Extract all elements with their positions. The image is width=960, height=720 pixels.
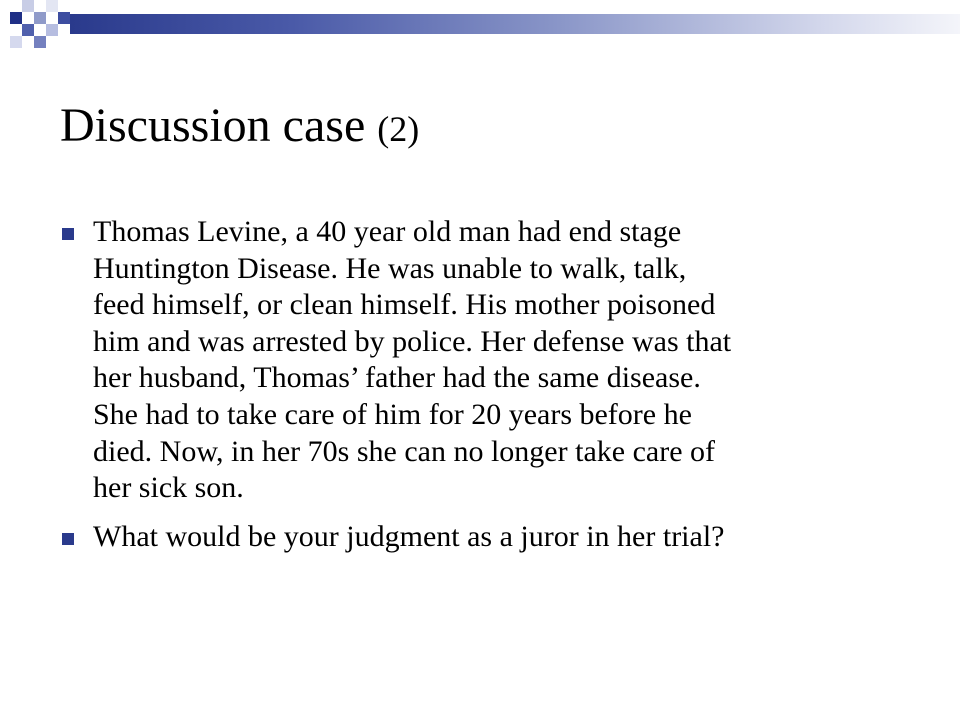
bullet-line: him and was arrested by police. Her defense was that	[93, 324, 732, 358]
square-bullet-icon	[62, 533, 74, 545]
slide-title-suffix: (2)	[377, 109, 420, 149]
slide-title	[60, 96, 419, 159]
square-bullet-icon	[62, 228, 74, 240]
bullet-line: her husband, Thomas’ father had the same disease.	[93, 361, 701, 395]
bullet-item-case	[60, 214, 900, 507]
decor-square	[10, 36, 22, 48]
header-gradient-bar	[70, 14, 960, 34]
slide-title-text: Discussion case	[60, 99, 366, 152]
bullet-line: her sick son.	[93, 471, 244, 505]
bullet-line: Huntington Disease. He was unable to walk, talk,	[93, 251, 687, 285]
decor-square	[22, 0, 34, 12]
bullet-line: She had to take care of him for 20 years before he	[93, 397, 692, 431]
decor-square	[10, 12, 22, 24]
decor-square	[34, 12, 46, 24]
bullet-list	[60, 214, 900, 567]
bullet-item-question	[60, 519, 900, 556]
bullet-line: feed himself, or clean himself. His mother poisoned	[93, 288, 716, 322]
decor-square	[34, 36, 46, 48]
decor-square	[22, 24, 34, 36]
decor-square	[46, 0, 58, 12]
bullet-line: died. Now, in her 70s she can no longer take care of	[93, 434, 716, 468]
bullet-line: Thomas Levine, a 40 year old man had end stage	[93, 215, 682, 248]
decor-square	[46, 24, 58, 36]
bullet-line: What would be your judgment as a juror in her trial?	[93, 519, 725, 553]
decor-square	[58, 12, 70, 24]
